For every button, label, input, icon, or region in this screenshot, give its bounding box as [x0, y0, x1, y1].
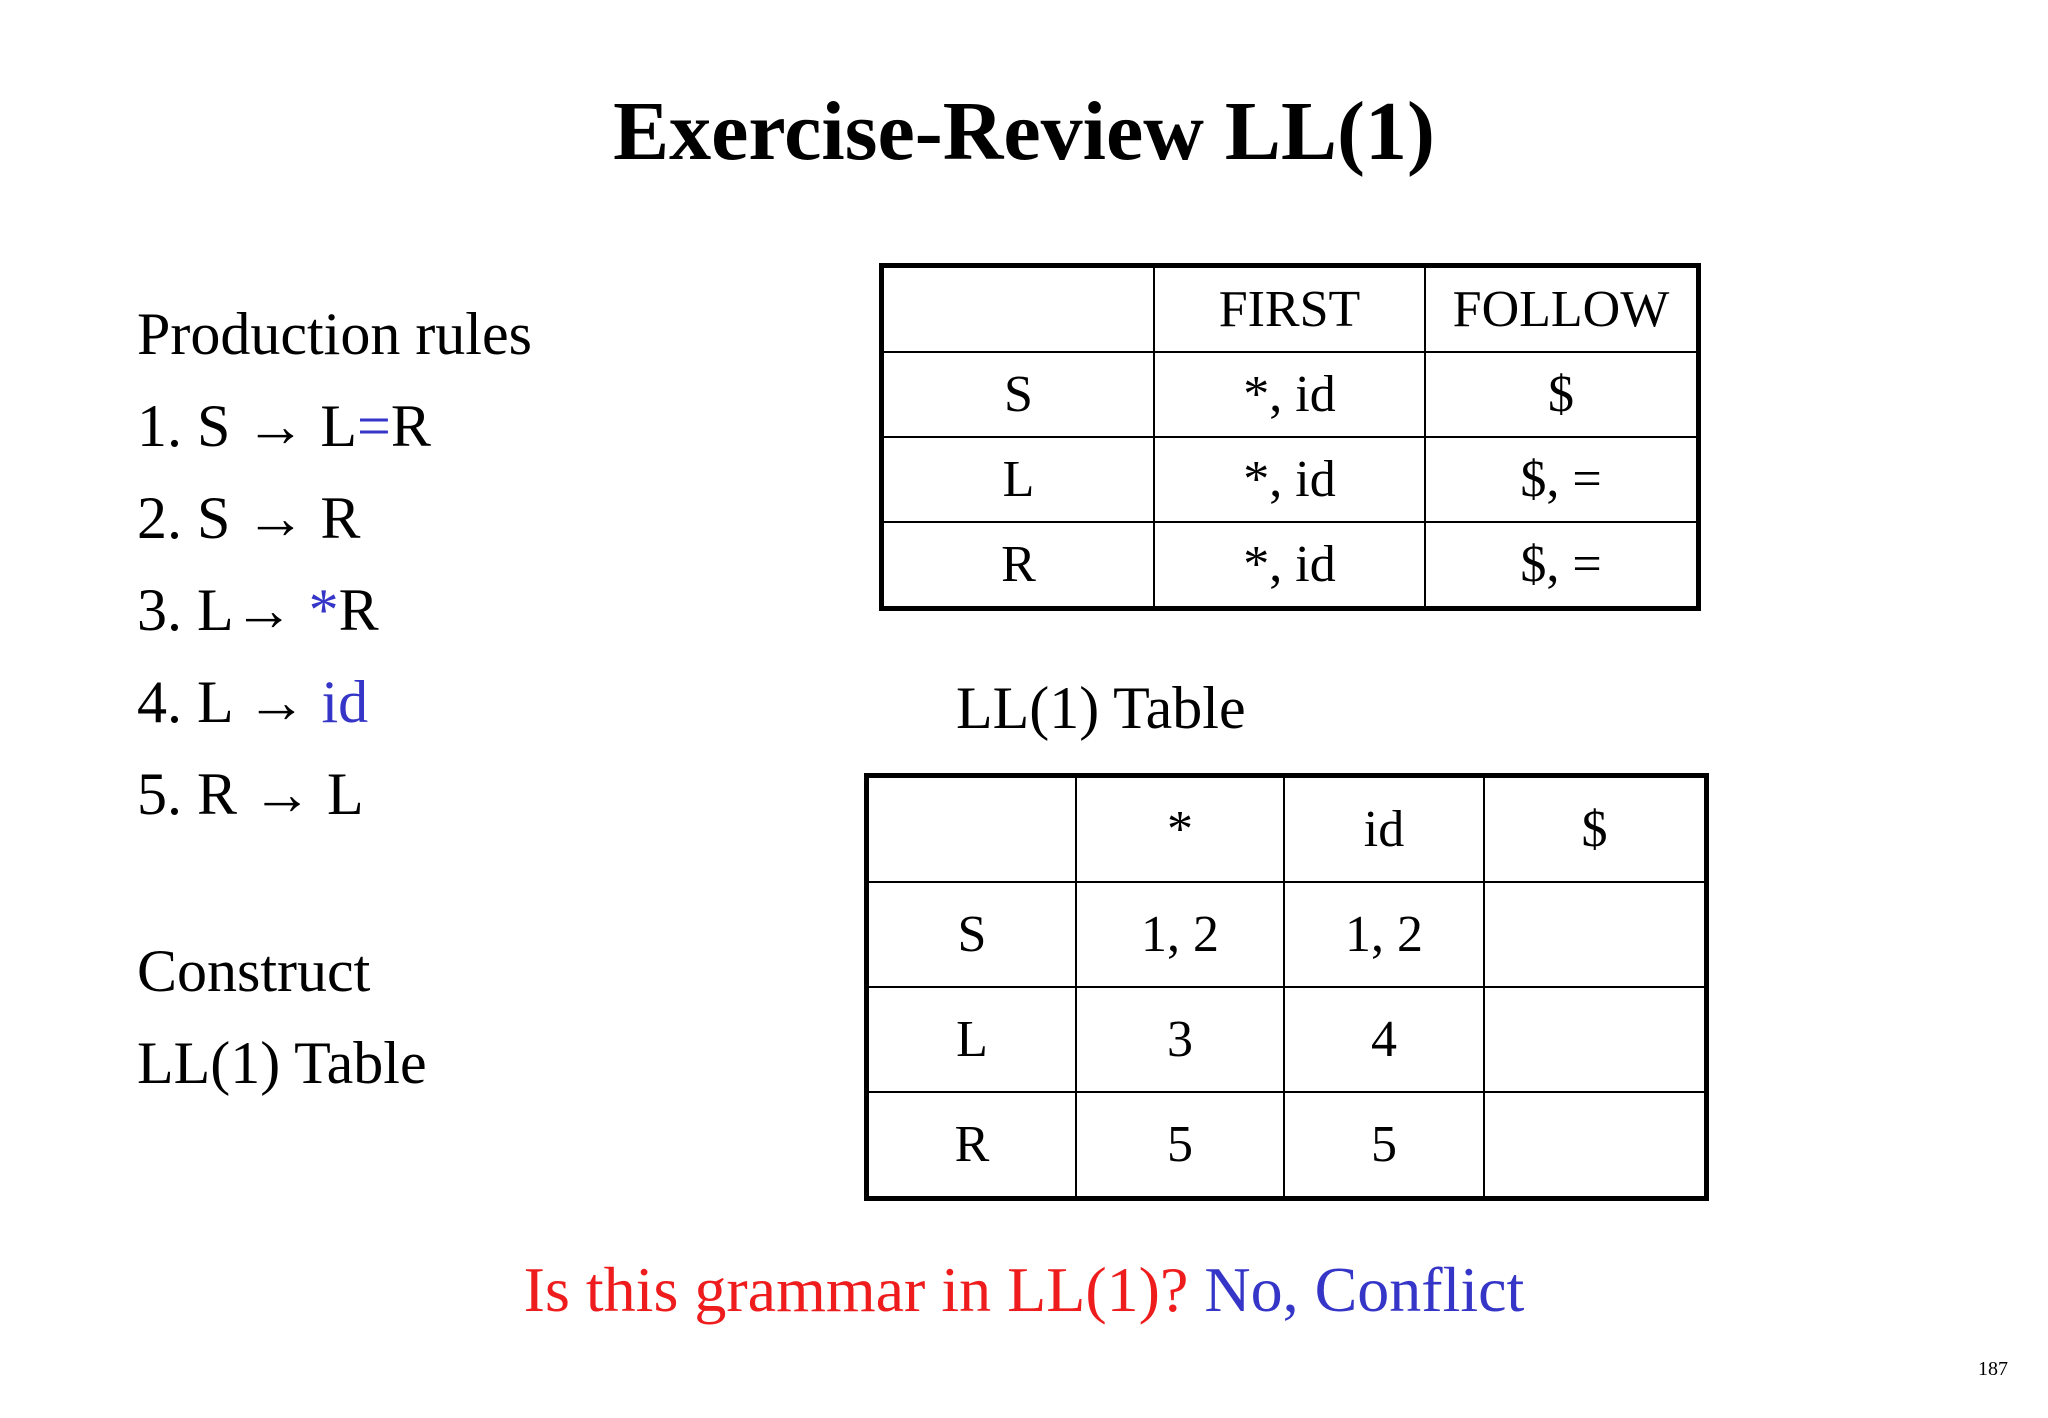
table-cell: $ [1425, 352, 1699, 437]
table-cell [1484, 1092, 1707, 1199]
rule-2-prefix: 2. S → R [137, 485, 361, 551]
table-header-cell: * [1076, 776, 1284, 883]
table-cell: 5 [1076, 1092, 1284, 1199]
table-cell: L [882, 437, 1155, 522]
page-number: 187 [1978, 1358, 2008, 1380]
table-cell: S [867, 882, 1077, 987]
table-header-row [867, 776, 1707, 883]
construct-line-2: LL(1) Table [137, 1030, 427, 1096]
rule-1-prefix: 1. S → L [137, 393, 358, 459]
construct-instruction [137, 925, 427, 1109]
rule-3-accent: * [308, 577, 339, 643]
table-cell [1484, 882, 1707, 987]
table-row [867, 882, 1707, 987]
table-cell [1484, 987, 1707, 1092]
table-cell: $, = [1425, 437, 1699, 522]
table-cell: 3 [1076, 987, 1284, 1092]
question-text: Is this grammar in LL(1)? [523, 1254, 1189, 1325]
table-row [882, 522, 1699, 609]
production-rules [137, 288, 532, 840]
question-answer: No, Conflict [1204, 1254, 1525, 1325]
rule-5 [137, 748, 532, 840]
table-cell: R [882, 522, 1155, 609]
table-cell: 1, 2 [1284, 882, 1484, 987]
table-cell: *, id [1154, 352, 1425, 437]
table-header-cell [867, 776, 1077, 883]
table-cell: 5 [1284, 1092, 1484, 1199]
slide-title: Exercise-Review LL(1) [613, 85, 1435, 178]
rule-3-prefix: 3. L→ [137, 577, 309, 643]
table-header-cell: FOLLOW [1425, 266, 1699, 353]
table-cell: L [867, 987, 1077, 1092]
table-cell: *, id [1154, 437, 1425, 522]
table-cell: *, id [1154, 522, 1425, 609]
table-row [867, 1092, 1707, 1199]
rule-4-accent: id [321, 669, 369, 735]
rule-1-accent: = [357, 393, 391, 459]
question-line [0, 1250, 2048, 1330]
table-row [867, 987, 1707, 1092]
table-cell: 4 [1284, 987, 1484, 1092]
rule-1 [137, 380, 532, 472]
table-header-cell: id [1284, 776, 1484, 883]
rule-4-prefix: 4. L → [137, 669, 322, 735]
table-header-cell [882, 266, 1155, 353]
rule-2 [137, 472, 532, 564]
table-cell: R [867, 1092, 1077, 1199]
rule-3 [137, 564, 532, 656]
table-header-cell: FIRST [1154, 266, 1425, 353]
table-cell: 1, 2 [1076, 882, 1284, 987]
production-rules-heading: Production rules [137, 301, 532, 367]
rule-3-suffix: R [338, 577, 379, 643]
rule-5-prefix: 5. R → L [137, 761, 364, 827]
rule-4 [137, 656, 532, 748]
table-cell: S [882, 352, 1155, 437]
table-header-cell: $ [1484, 776, 1707, 883]
rule-1-suffix: R [390, 393, 431, 459]
table-row [882, 437, 1699, 522]
table-cell: $, = [1425, 522, 1699, 609]
table-header-row [882, 266, 1699, 353]
table-row [882, 352, 1699, 437]
ll1-table-caption: LL(1) Table [956, 675, 1246, 741]
first-follow-table [879, 263, 1701, 611]
ll1-table [864, 773, 1709, 1201]
construct-line-1: Construct [137, 938, 371, 1004]
